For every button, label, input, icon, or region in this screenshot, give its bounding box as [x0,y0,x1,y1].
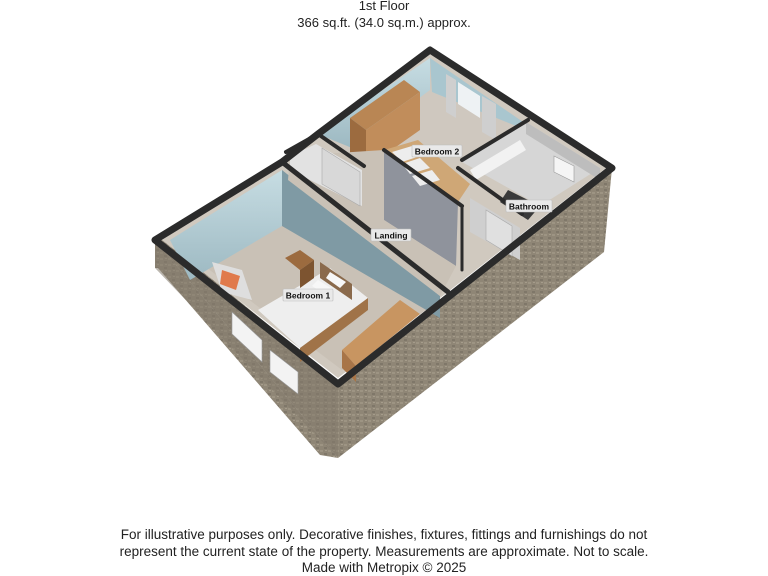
disclaimer-line-1: For illustrative purposes only. Decorative finishes, fixtures, fittings and furnishings do not [120,527,648,542]
svg-text:Bedroom 1: Bedroom 1 [285,290,331,301]
label-landing [371,229,411,241]
floor-area: 366 sq.ft. (34.0 sq.m.) approx. [297,15,471,30]
label-bedroom-1 [283,289,333,301]
disclaimer-line-2: represent the current state of the property. Measurements are approximate. Not to scale. [119,544,649,559]
made-with-credit: Made with Metropix © 2025 [301,560,467,575]
svg-text:Landing: Landing [374,230,408,241]
label-bedroom-2 [412,145,462,157]
svg-text:Bedroom 2: Bedroom 2 [414,146,460,157]
floor-title: 1st Floor [358,0,410,13]
svg-text:Bathroom: Bathroom [508,201,550,212]
label-bathroom [506,200,552,212]
